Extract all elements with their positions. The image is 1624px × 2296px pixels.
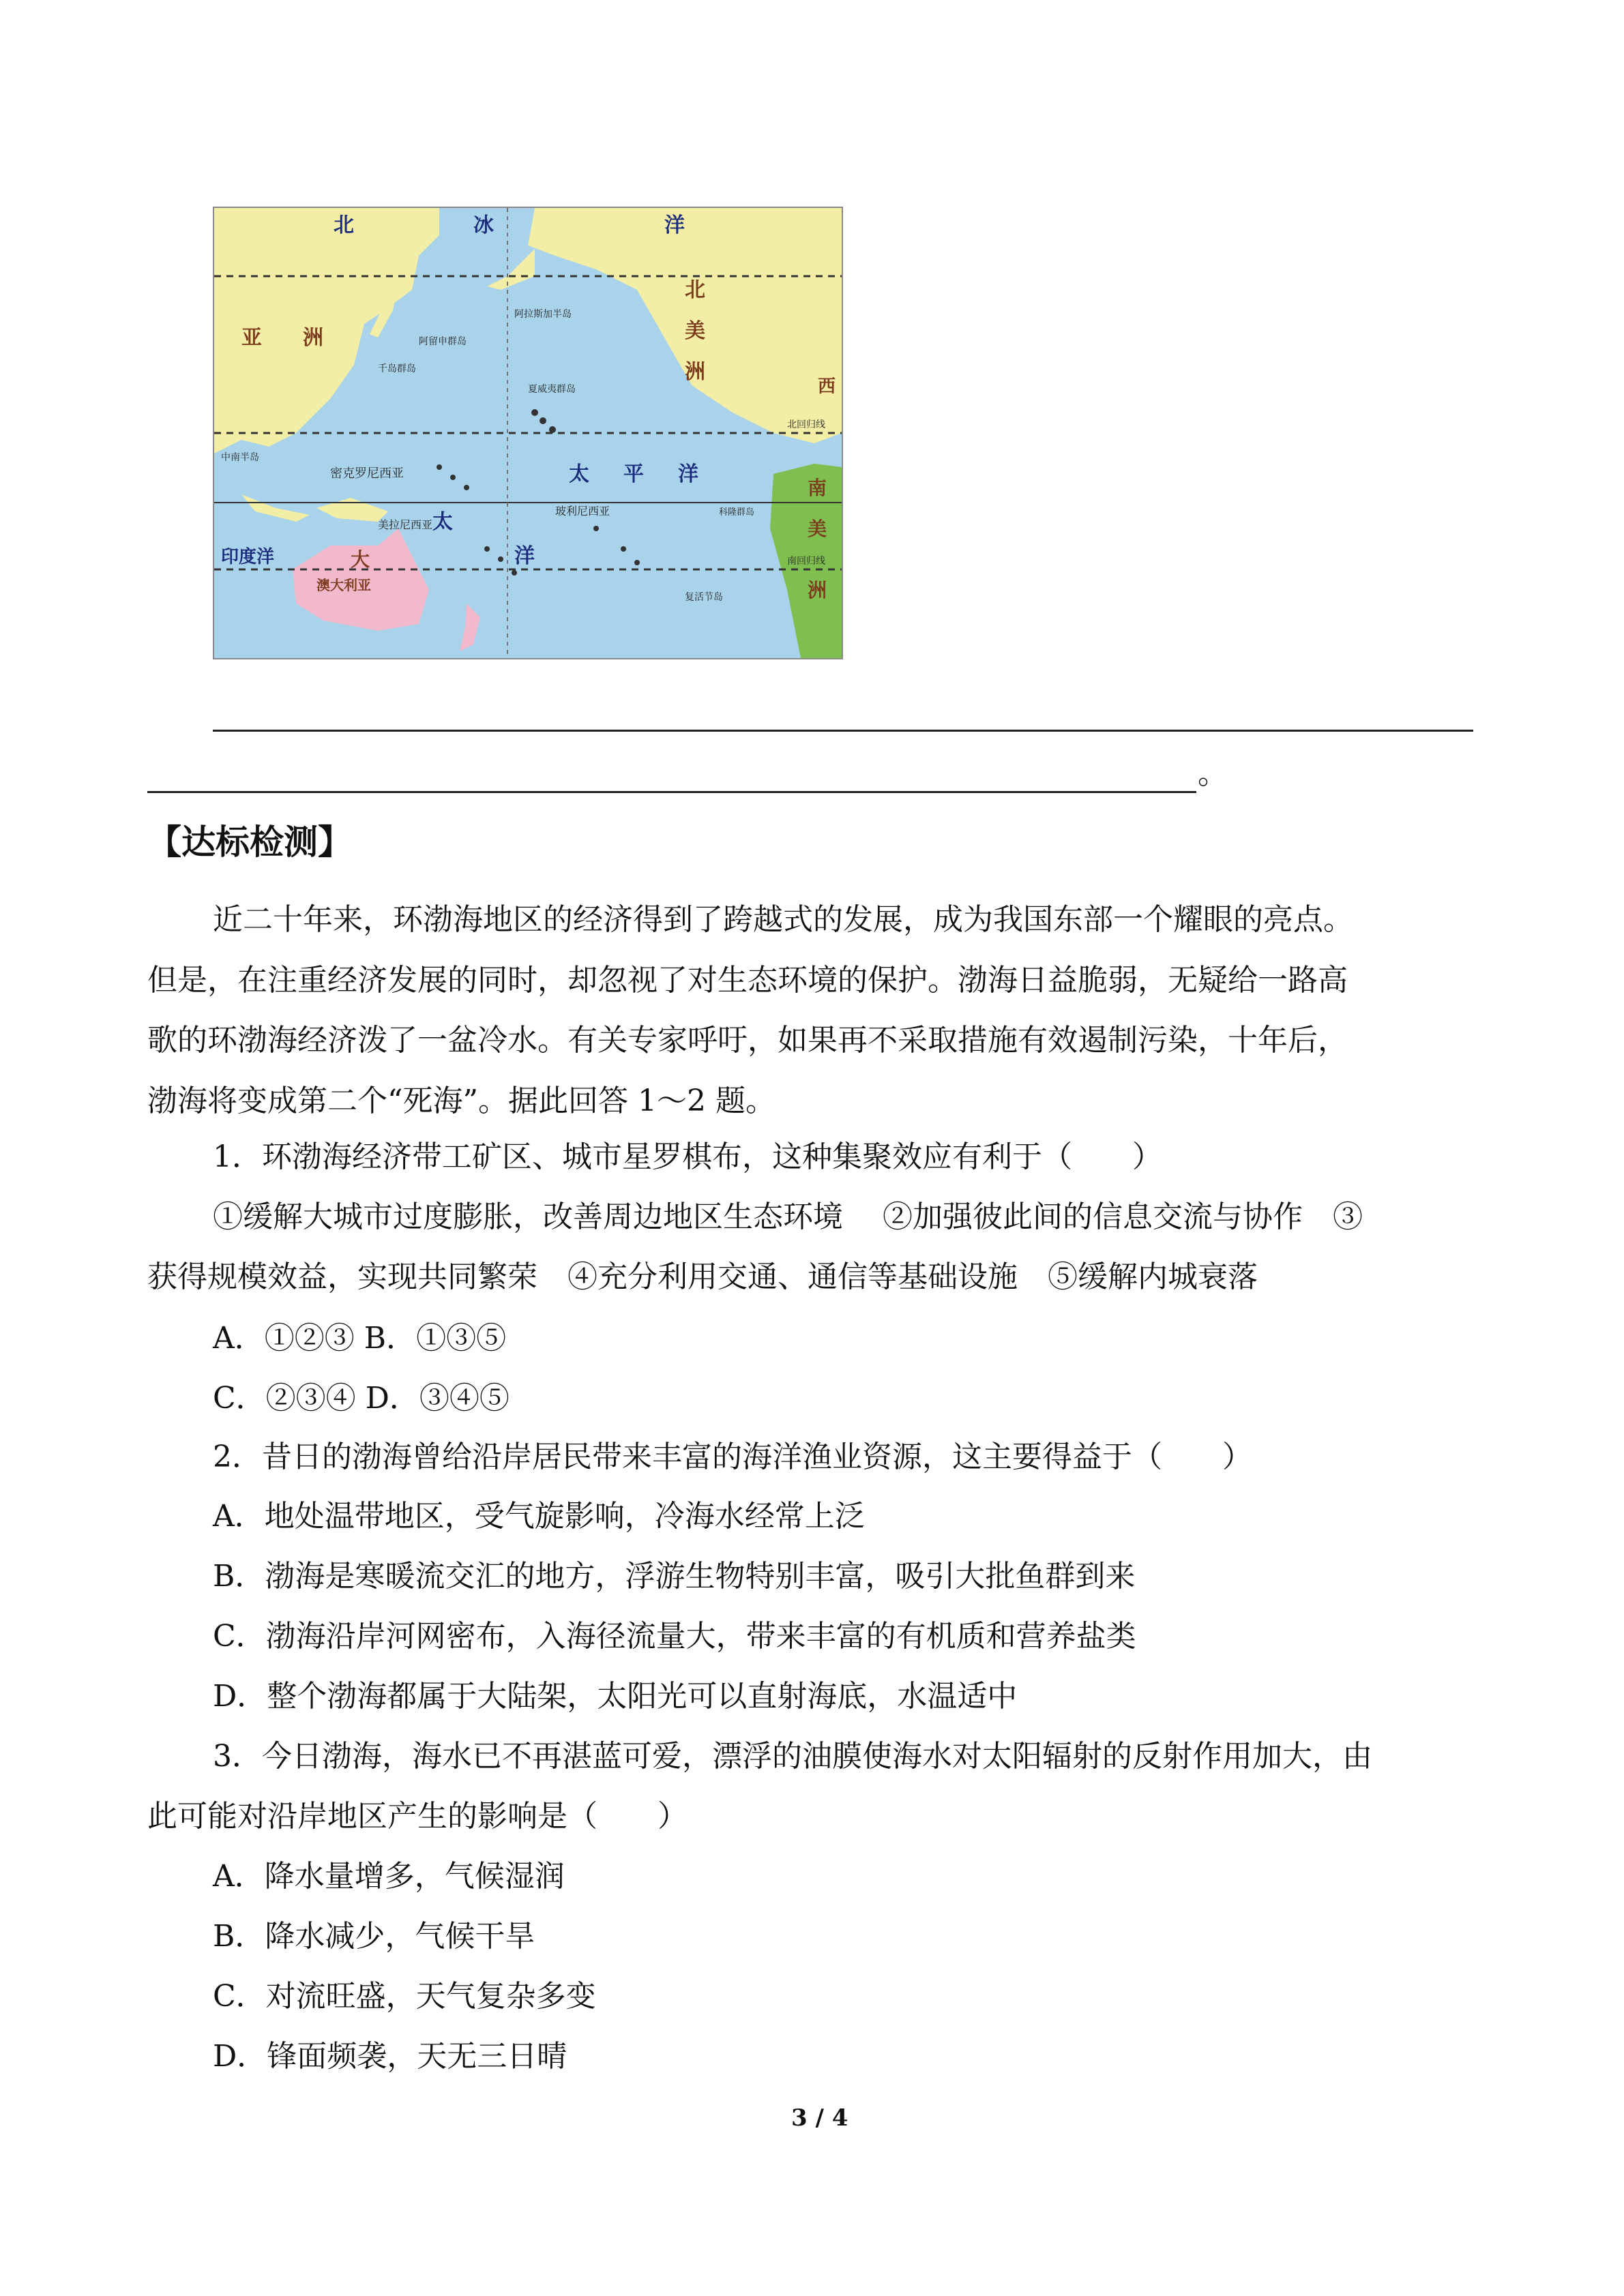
map-label-australia: 澳大利亚 bbox=[316, 577, 371, 593]
map-label-west: 西 bbox=[818, 376, 836, 397]
q1-options-ab: A．①②③ B．①③⑤ bbox=[213, 1321, 507, 1356]
map-label-pacific-1: 太 bbox=[432, 510, 453, 534]
intro-line-1: 近二十年来，环渤海地区的经济得到了跨越式的发展，成为我国东部一个耀眼的亮点。 bbox=[213, 902, 1353, 937]
map-label-aleutian: 阿留申群岛 bbox=[419, 336, 467, 347]
map-label-asia-2: 洲 bbox=[303, 326, 323, 350]
section-title: 【达标检测】 bbox=[147, 822, 352, 862]
q3-stem-line-1: 3．今日渤海，海水已不再湛蓝可爱，漂浮的油膜使海水对太阳辐射的反射作用加大，由 bbox=[213, 1739, 1372, 1774]
map-label-melanesia: 美拉尼西亚 bbox=[378, 518, 433, 531]
q2-option-d: D．整个渤海都属于大陆架，太阳光可以直射海底，水温适中 bbox=[213, 1679, 1018, 1714]
map-label-north-tropic: 北回归线 bbox=[787, 419, 825, 430]
q1-stem: 1．环渤海经济带工矿区、城市星罗棋布，这种集聚效应有利于（ ） bbox=[213, 1139, 1162, 1174]
map-label-na-2: 美 bbox=[685, 319, 705, 343]
map-label-na-1: 北 bbox=[685, 278, 705, 302]
q2-option-c: C．渤海沿岸河网密布，入海径流量大，带来丰富的有机质和营养盐类 bbox=[213, 1619, 1136, 1654]
intro-line-4: 渤海将变成第二个“死海”。据此回答 1～2 题。 bbox=[147, 1084, 776, 1118]
q3-stem-line-2: 此可能对沿岸地区产生的影响是（ ） bbox=[147, 1799, 688, 1834]
map-label-pacific-2: 洋 bbox=[514, 544, 535, 568]
map-label-pacific-mid-3: 洋 bbox=[678, 462, 698, 486]
page-number: 3 / 4 bbox=[791, 2104, 848, 2132]
map-label-na-3: 洲 bbox=[685, 360, 705, 384]
map-label-kuril: 千岛群岛 bbox=[378, 363, 416, 374]
map-label-sa-3: 洲 bbox=[808, 579, 827, 601]
map-label-da: 大 bbox=[351, 548, 370, 571]
q1-items-line-1: ①缓解大城市过度膨胀，改善周边地区生态环境 ②加强彼此间的信息交流与协作 ③ bbox=[213, 1199, 1363, 1234]
map-label-galapagos: 科隆群岛 bbox=[719, 507, 755, 518]
map-label-asia-1: 亚 bbox=[241, 326, 262, 350]
pacific-map-figure bbox=[213, 207, 843, 659]
map-label-pacific-mid-1: 太 bbox=[569, 462, 589, 486]
q2-option-a: A．地处温带地区，受气旋影响，冷海水经常上泛 bbox=[213, 1499, 865, 1534]
map-label-ice: 冰 bbox=[473, 213, 494, 237]
intro-line-2: 但是，在注重经济发展的同时，却忽视了对生态环境的保护。渤海日益脆弱，无疑给一路高 bbox=[147, 963, 1348, 998]
map-label-easter-island: 复活节岛 bbox=[685, 592, 723, 603]
map-label-ocean-top: 洋 bbox=[664, 213, 685, 237]
map-label-polynesia: 玻利尼西亚 bbox=[555, 505, 610, 518]
q3-option-c: C．对流旺盛，天气复杂多变 bbox=[213, 1979, 596, 2014]
q1-options-cd: C．②③④ D．③④⑤ bbox=[213, 1381, 510, 1416]
map-label-indian-ocean: 印度洋 bbox=[221, 547, 275, 567]
answer-line-1[interactable] bbox=[213, 730, 1473, 732]
q2-option-b: B．渤海是寒暖流交汇的地方，浮游生物特别丰富，吸引大批鱼群到来 bbox=[213, 1559, 1136, 1594]
q3-option-b: B．降水减少，气候干旱 bbox=[213, 1919, 535, 1954]
pacific-map bbox=[214, 208, 842, 658]
map-label-south-tropic: 南回归线 bbox=[787, 556, 825, 567]
map-label-sa-2: 美 bbox=[808, 518, 827, 540]
map-label-indochina: 中南半岛 bbox=[221, 452, 259, 463]
map-label-alaska: 阿拉斯加半岛 bbox=[514, 309, 572, 320]
map-label-sa-1: 南 bbox=[808, 477, 827, 499]
answer-end-mark: 。 bbox=[1198, 756, 1228, 791]
q1-items-line-2: 获得规模效益，实现共同繁荣 ④充分利用交通、通信等基础设施 ⑤缓解内城衰落 bbox=[147, 1259, 1258, 1294]
answer-line-2[interactable] bbox=[147, 791, 1196, 793]
map-label-micronesia: 密克罗尼西亚 bbox=[330, 466, 404, 481]
q3-option-d: D．锋面频袭，天无三日晴 bbox=[213, 2039, 567, 2074]
map-label-north: 北 bbox=[334, 213, 354, 237]
map-label-pacific-mid-2: 平 bbox=[623, 462, 644, 486]
intro-line-3: 歌的环渤海经济泼了一盆冷水。有关专家呼吁，如果再不采取措施有效遏制污染，十年后， bbox=[147, 1023, 1348, 1058]
q3-option-a: A．降水量增多，气候湿润 bbox=[213, 1859, 565, 1894]
map-label-hawaii: 夏威夷群岛 bbox=[528, 384, 576, 395]
q2-stem: 2．昔日的渤海曾给沿岸居民带来丰富的海洋渔业资源，这主要得益于（ ） bbox=[213, 1440, 1252, 1474]
